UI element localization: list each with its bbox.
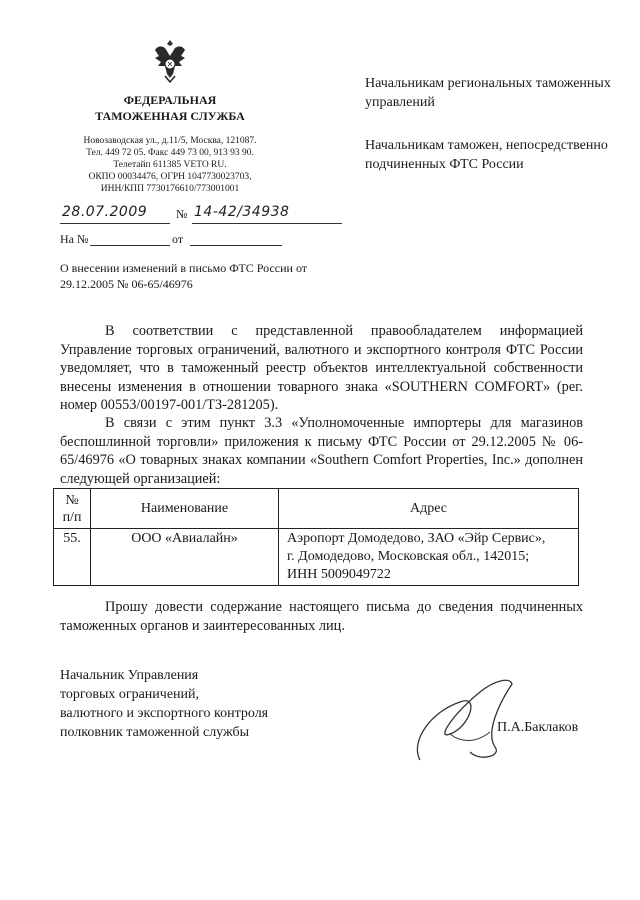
table-row [54,529,579,586]
organization-table [53,488,579,586]
body-paragraph-1: В соответствии с представленной правообладателем информацией Управление торговых ограничений, валютного и экспортного контроля ФТС России уведомляет, что в таможенный реестр объектов интеллектуальной собственности внесены изменения в отношении товарного знака «SOUTHERN COMFORT» (рег. номер 00553/00197-001/ТЗ-281205). [60,323,583,413]
contact-phone: Тел. 449 72 05. Факс 449 73 00, 913 93 90. [86,148,254,158]
address-line-1: Аэропорт Домодедово, ЗАО «Эйр Сервис», [287,531,546,546]
org-line-1: ФЕДЕРАЛЬНАЯ [123,93,217,107]
row-address [279,529,579,586]
column-header-name: Наименование [91,489,279,529]
contact-teletype: Телетайп 611385 VETO RU. [113,160,227,170]
reference-number: 14-42/34938 [194,204,290,220]
row-organization-name: ООО «Авиалайн» [91,529,279,586]
signer-title-line-1: Начальник Управления [60,668,199,683]
closing-paragraph: Прошу довести содержание настоящего письма до сведения подчиненных таможенных органов и заинтересованных лиц. [60,599,583,634]
letterhead-contacts [60,135,280,195]
number-header-line-1: № [65,492,79,508]
in-reply-label: На № [60,232,89,246]
address-line-3: ИНН 5009049722 [287,567,391,582]
signer-title-line-3: валютного и экспортного контроля [60,706,269,721]
address-line-2: г. Домодедово, Московская обл., 142015; [287,549,530,564]
org-line-2: ТАМОЖЕННАЯ СЛУЖБА [95,109,245,123]
organization-name [60,92,280,124]
from-label: от [172,232,184,246]
column-header-number [54,489,91,529]
contact-inn: ИНН/КПП 7730176610/773001001 [100,184,240,194]
column-header-address: Адрес [279,489,579,529]
outgoing-reference [60,205,300,225]
in-reply-reference [60,232,300,250]
contact-address: Новозаводская ул., д.11/5, Москва, 121087. [83,136,257,146]
signer-title-line-4: полковник таможенной службы [60,725,250,740]
contact-okpo: ОКПО 00034476, ОГРН 1047730023703, [88,172,252,182]
in-reply-blank [90,245,170,246]
number-underline [192,223,342,224]
reference-date: 28.07.2009 [62,204,148,220]
emblem-icon [147,36,193,88]
letter-subject: О внесении изменений в письмо ФТС России от 29.12.2005 № 06-65/46976 [60,261,308,291]
body-paragraph-2: В связи с этим пункт 3.3 «Уполномоченные импортеры для магазинов беспошлинной торговли» приложения к письму ФТС России от 29.12.2005 № 06-65/46976 «О товарных знаках компании «Southern Comfort Properties, Inc.» дополнен следующей организацией: [60,415,583,487]
number-header-line-2: п/п [62,509,82,525]
signer-title [60,666,320,742]
signer-title-line-2: торговых ограничений, [60,687,200,702]
reference-number-label: № [176,207,188,221]
from-blank [190,245,282,246]
addressee-customs: Начальникам таможен, непосредственно подчиненных ФТС России [365,138,608,172]
signer-name: П.А.Баклаков [497,720,579,735]
row-number: 55. [54,529,91,586]
addressee-regional: Начальникам региональных таможенных управлений [365,76,611,110]
date-underline [60,223,170,224]
table-header-row [54,489,579,529]
